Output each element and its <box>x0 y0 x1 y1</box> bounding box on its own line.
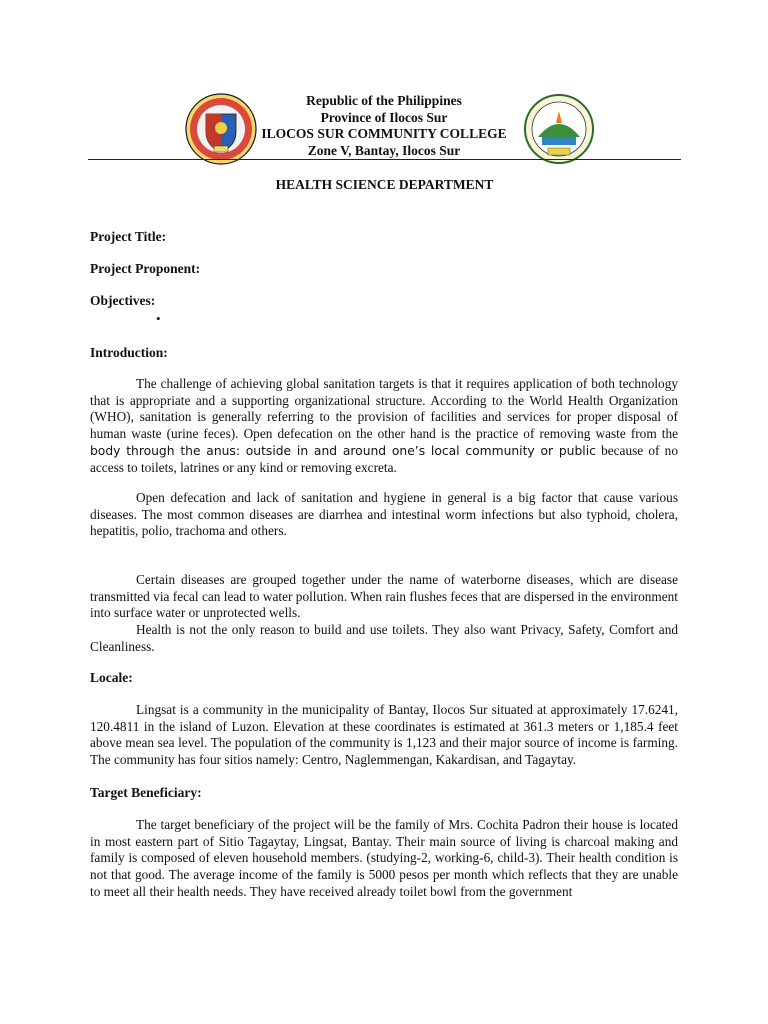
introduction-paragraph-1 <box>90 376 678 476</box>
introduction-paragraph-4: Health is not the only reason to build and use toilets. They also want Privacy, Safety, Comfort and Cleanliness. <box>90 622 678 654</box>
letterhead <box>250 93 518 159</box>
intro-p1-text-b: body through the anus: outside in and around one’s local community or public <box>90 443 596 458</box>
project-proponent-label: Project Proponent: <box>90 261 201 276</box>
intro-p1-text-a: The challenge of achieving global sanitation targets is that it requires application of both technology that is appropriate and a supporting organizational structure. According to the World Health Organization (WHO), sanitation is generally referring to the provision of facilities and services for proper disposal of human waste (urine feces). Open defecation on the other hand is the practice of removing waste from the <box>90 376 678 442</box>
letterhead-province: Province of Ilocos Sur <box>320 109 448 125</box>
introduction-paragraph-2: Open defecation and lack of sanitation and hygiene in general is a big factor that cause various diseases. The most common diseases are diarrhea and intestinal worm infections but also typhoid, cholera, hepatitis, polio, trachoma and others. <box>90 490 678 539</box>
intro-p1-text-c: because of no access to toilets, latrines or any kind or removing excreta. <box>90 442 678 475</box>
header-divider <box>88 159 681 160</box>
letterhead-college: ILOCOS SUR COMMUNITY COLLEGE <box>261 126 507 142</box>
locale-heading: Locale: <box>90 670 133 685</box>
college-seal-icon <box>522 93 596 165</box>
objectives-label: Objectives: <box>90 293 156 308</box>
locale-paragraph: Lingsat is a community in the municipality of Bantay, Ilocos Sur situated at approximately 17.6241, 120.4811 in the island of Luzon. Elevation at these coordinates is estimated at 361.3 meters or 1,185.4 feet above mean sea level. The population of the community is 1,123 and their major source of income is farming. The community has four sitios namely: Centro, Naglemmengan, Kakardisan, and Tagaytay. <box>90 702 678 768</box>
target-beneficiary-heading: Target Beneficiary: <box>90 785 202 800</box>
introduction-paragraph-3: Certain diseases are grouped together under the name of waterborne diseases, which are disease transmitted via fecal can lead to water pollution. When rain flushes feces that are dispersed in the environment into surface water or unprotected wells. <box>90 572 678 621</box>
project-title-label: Project Title: <box>90 229 167 244</box>
introduction-heading: Introduction: <box>90 345 168 360</box>
letterhead-republic: Republic of the Philippines <box>306 93 462 108</box>
target-beneficiary-paragraph: The target beneficiary of the project will be the family of Mrs. Cochita Padron their house is located in most eastern part of Sitio Tagaytay, Lingsat, Bantay. Their main source of living is charcoal making and family is composed of eleven household members. (studying-2, working-6, child-3). Their health condition is not that good. The average income of the family is 5000 pesos per month which reflects that they are unable to meet all their health needs. They have received already toilet bowl from the government <box>90 817 678 899</box>
department-title: HEALTH SCIENCE DEPARTMENT <box>275 177 494 192</box>
letterhead-address: Zone V, Bantay, Ilocos Sur <box>307 142 461 158</box>
objectives-bullet: • <box>156 311 161 326</box>
